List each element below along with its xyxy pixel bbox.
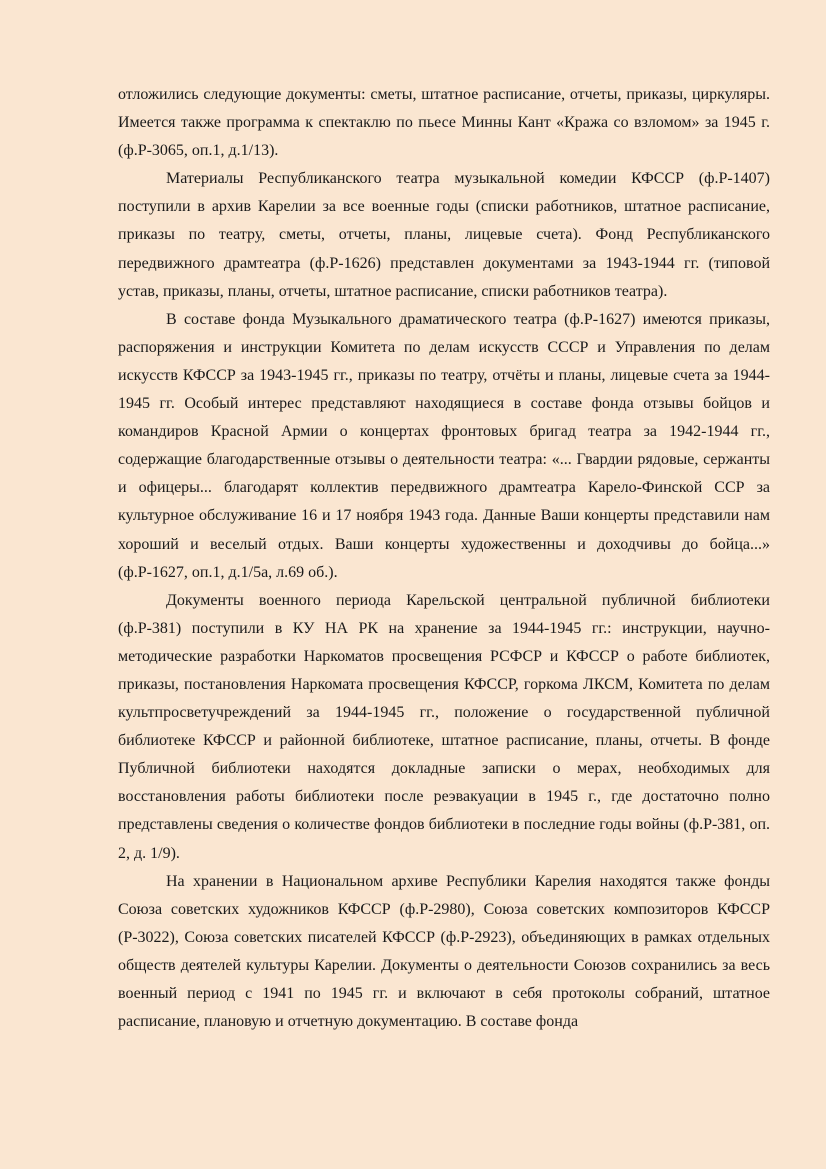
paragraph-5: На хранении в Национальном архиве Республики Карелия находятся также фонды Союза советских художников КФССР (ф.Р-2980), Союза советских композиторов КФССР (Р-3022), Союза советских писателей КФССР (ф.Р-2923), объединяющих в рамках отдельных обществ деятелей культуры Карелии. Документы о деятельности Союзов сохранились за весь военный период с 1941 по 1945 гг. и включают в себя протоколы собраний, штатное расписание, плановую и отчетную документацию. В составе фонда bbox=[118, 872, 770, 1031]
paragraph-2: Материалы Республиканского театра музыкальной комедии КФССР (ф.Р-1407) поступили в архив Карелии за все военные годы (списки работников, штатное расписание, приказы по театру, сметы, отчеты, планы, лицевые счета). Фонд Республиканского передвижного драмтеатра (ф.Р-1626) представлен документами за 1943-1944 гг. (типовой устав, приказы, планы, отчеты, штатное расписание, списки работников театра). bbox=[118, 170, 770, 300]
paragraph-1: отложились следующие документы: сметы, штатное расписание, отчеты, приказы, циркуляры. Имеется также программа к спектаклю по пьесе Минны Кант «Кража со взломом» за 1945 г. (ф.Р-3065, оп.1, д.1/13). bbox=[118, 86, 770, 160]
paragraph-3: В составе фонда Музыкального драматического театра (ф.Р-1627) имеются приказы, распоряжения и инструкции Комитета по делам искусств СССР и Управления по делам искусств КФССР за 1943-1945 гг., приказы по театру, отчёты и планы, лицевые счета за 1944-1945 гг. Особый интерес представляют находящиеся в составе фонда отзывы бойцов и командиров Красной Армии о концертах фронтовых бригад театра за 1942-1944 гг., содержащие благодарственные отзывы о деятельности театра: «... Гвардии рядовые, сержанты и офицеры... благодарят коллектив передвижного драмтеатра Карело-Финской ССР за культурное обслуживание 16 и 17 ноября 1943 года. Данные Ваши концерты представили нам хороший и веселый отдых. Ваши концерты художественны и доходчивы до бойца...» (ф.Р-1627, оп.1, д.1/5а, л.69 об.). bbox=[118, 310, 770, 581]
document-page bbox=[118, 81, 770, 1036]
paragraph-4: Документы военного периода Карельской центральной публичной библиотеки (ф.Р-381) поступили в КУ НА РК на хранение за 1944-1945 гг.: инструкции, научно-методические разработки Наркоматов просвещения РСФСР и КФССР о работе библиотек, приказы, постановления Наркомата просвещения КФССР, горкома ЛКСМ, Комитета по делам культпросветучреждений за 1944-1945 гг., положение о государственной публичной библиотеке КФССР и районной библиотеке, штатное расписание, планы, отчеты. В фонде Публичной библиотеки находятся докладные записки о мерах, необходимых для восстановления работы библиотеки после реэвакуации в 1945 г., где достаточно полно представлены сведения о количестве фондов библиотеки в последние годы войны (ф.Р-381, оп. 2, д. 1/9). bbox=[118, 591, 770, 862]
